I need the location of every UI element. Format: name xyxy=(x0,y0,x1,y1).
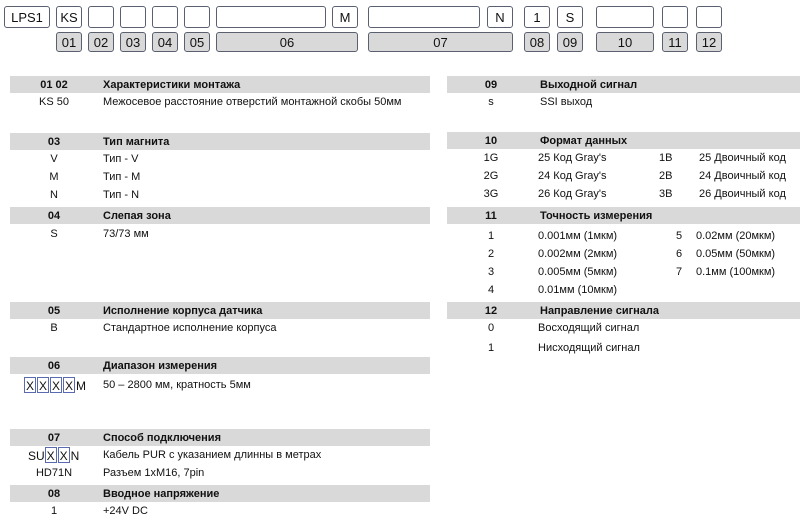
code-box-9 xyxy=(368,6,480,28)
code-suffix: N xyxy=(70,449,80,463)
pos-11: 11 xyxy=(662,32,688,52)
pos-01: 01 xyxy=(56,32,82,52)
option-desc-2: 24 Двоичный код xyxy=(699,170,786,182)
option-code: 4 xyxy=(487,284,495,296)
list-item xyxy=(10,228,440,242)
code-slot: X xyxy=(25,379,34,393)
list-item xyxy=(10,189,440,203)
option-code: 1 xyxy=(487,230,495,242)
option-code: 2G xyxy=(483,170,499,182)
option-code: S xyxy=(50,228,58,240)
code-box-5 xyxy=(152,6,178,28)
section-number: 08 xyxy=(47,487,61,500)
list-item xyxy=(447,342,800,356)
code-box-15 xyxy=(696,6,722,28)
section-07-header xyxy=(10,429,430,446)
code-box-13 xyxy=(596,6,654,28)
section-03-header xyxy=(10,133,430,150)
code-prefix: SU xyxy=(28,449,45,463)
option-code-2: 7 xyxy=(676,266,683,278)
code-box-1: LPS1 xyxy=(4,6,50,28)
option-desc: +24V DC xyxy=(103,505,148,517)
list-item xyxy=(447,230,800,244)
option-desc: 73/73 мм xyxy=(103,228,149,240)
option-code: 1G xyxy=(483,152,499,164)
option-desc: 25 Код Gray's xyxy=(538,152,607,164)
list-item xyxy=(10,377,440,395)
section-0102-header xyxy=(10,76,430,93)
section-title: Вводное напряжение xyxy=(103,487,220,500)
pos-04: 04 xyxy=(152,32,178,52)
list-item xyxy=(10,505,440,519)
option-code-2: 6 xyxy=(676,248,683,260)
option-desc: Разъем 1хM16, 7pin xyxy=(103,467,205,479)
section-05-header xyxy=(10,302,430,319)
list-item xyxy=(10,96,440,110)
option-code: V xyxy=(50,153,58,165)
option-code: 1 xyxy=(50,505,58,517)
option-code-2: 5 xyxy=(676,230,683,242)
list-item xyxy=(447,96,800,110)
option-code: N xyxy=(50,189,58,201)
section-number: 01 02 xyxy=(40,78,68,91)
pos-09: 09 xyxy=(557,32,583,52)
code-slot: X xyxy=(38,379,47,393)
pos-06: 06 xyxy=(216,32,358,52)
code-box-7 xyxy=(216,6,326,28)
section-title: Исполнение корпуса датчика xyxy=(103,304,263,317)
list-item xyxy=(447,284,800,298)
option-code: HD71N xyxy=(35,467,73,479)
connection-code xyxy=(28,447,79,463)
section-number: 09 xyxy=(484,78,498,91)
option-code: 3G xyxy=(483,188,499,200)
option-desc: Межосевое расстояние отверстий монтажной скобы 50мм xyxy=(103,96,402,108)
option-code-2: 3B xyxy=(659,188,673,200)
range-code xyxy=(24,377,86,393)
option-desc: 0.001мм (1мкм) xyxy=(538,230,618,242)
list-item xyxy=(10,467,440,481)
option-desc: Тип - N xyxy=(103,189,140,201)
list-item xyxy=(447,170,800,184)
option-code: 0 xyxy=(487,322,495,334)
code-box-14 xyxy=(662,6,688,28)
section-10-header xyxy=(447,132,800,149)
list-item xyxy=(10,153,440,167)
section-number: 10 xyxy=(484,134,498,147)
section-title: Направление сигнала xyxy=(540,304,660,317)
code-box-10: N xyxy=(487,6,513,28)
option-code: M xyxy=(49,171,59,183)
section-title: Тип магнита xyxy=(103,135,170,148)
option-code: 3 xyxy=(487,266,495,278)
code-suffix: M xyxy=(76,379,86,393)
list-item xyxy=(447,188,800,202)
option-desc: 0.005мм (5мкм) xyxy=(538,266,618,278)
section-11-header xyxy=(447,207,800,224)
pos-08: 08 xyxy=(524,32,550,52)
option-desc: 50 – 2800 мм, кратность 5мм xyxy=(103,379,251,391)
section-title: Точность измерения xyxy=(540,209,653,222)
section-number: 06 xyxy=(47,359,61,372)
section-title: Способ подключения xyxy=(103,431,221,444)
option-code: 2 xyxy=(487,248,495,260)
option-code: B xyxy=(50,322,58,334)
section-number: 05 xyxy=(47,304,61,317)
code-box-12: S xyxy=(557,6,583,28)
list-item xyxy=(10,171,440,185)
option-desc: 0.01мм (10мкм) xyxy=(538,284,618,296)
option-desc: Тип - V xyxy=(103,153,139,165)
list-item xyxy=(447,248,800,262)
section-number: 12 xyxy=(484,304,498,317)
code-slot: X xyxy=(46,449,55,463)
section-title: Формат данных xyxy=(540,134,628,147)
section-title: Выходной сигнал xyxy=(540,78,638,91)
option-code-2: 1B xyxy=(659,152,673,164)
section-number: 04 xyxy=(47,209,61,222)
list-item xyxy=(10,447,440,465)
pos-12: 12 xyxy=(696,32,722,52)
option-desc-2: 0.1мм (100мкм) xyxy=(696,266,776,278)
section-title: Характеристики монтажа xyxy=(103,78,241,91)
code-box-3 xyxy=(88,6,114,28)
option-desc: 0.002мм (2мкм) xyxy=(538,248,618,260)
code-slot: X xyxy=(64,379,73,393)
option-code-2: 2B xyxy=(659,170,673,182)
list-item xyxy=(447,152,800,166)
section-title: Диапазон измерения xyxy=(103,359,218,372)
option-desc-2: 0.05мм (50мкм) xyxy=(696,248,776,260)
option-desc: Тип - M xyxy=(103,171,141,183)
option-desc-2: 25 Двоичный код xyxy=(699,152,786,164)
section-number: 07 xyxy=(47,431,61,444)
section-number: 03 xyxy=(47,135,61,148)
option-desc-2: 0.02мм (20мкм) xyxy=(696,230,776,242)
option-desc-2: 26 Двоичный код xyxy=(699,188,786,200)
section-04-header xyxy=(10,207,430,224)
section-12-header xyxy=(447,302,800,319)
section-06-header xyxy=(10,357,430,374)
pos-05: 05 xyxy=(184,32,210,52)
pos-02: 02 xyxy=(88,32,114,52)
pos-03: 03 xyxy=(120,32,146,52)
option-desc: Восходящий сигнал xyxy=(538,322,640,334)
section-08-header xyxy=(10,485,430,502)
option-desc: Стандартное исполнение корпуса xyxy=(103,322,277,334)
option-code: KS 50 xyxy=(39,96,69,108)
code-slot: X xyxy=(51,379,60,393)
code-box-11: 1 xyxy=(524,6,550,28)
code-slot: X xyxy=(59,449,68,463)
list-item xyxy=(447,266,800,280)
section-number: 11 xyxy=(485,209,497,222)
code-box-8: M xyxy=(332,6,358,28)
pos-07: 07 xyxy=(368,32,513,52)
section-title: Слепая зона xyxy=(103,209,171,222)
option-desc: SSI выход xyxy=(540,96,593,108)
list-item xyxy=(10,322,440,336)
code-box-2: KS xyxy=(56,6,82,28)
option-code: 1 xyxy=(487,342,495,354)
code-box-4 xyxy=(120,6,146,28)
option-code: s xyxy=(488,96,494,108)
option-desc: Кабель PUR с указанием длинны в метрах xyxy=(103,449,322,461)
option-desc: 26 Код Gray's xyxy=(538,188,607,200)
list-item xyxy=(447,322,800,336)
option-desc: 24 Код Gray's xyxy=(538,170,607,182)
pos-10: 10 xyxy=(596,32,654,52)
code-box-6 xyxy=(184,6,210,28)
section-09-header xyxy=(447,76,800,93)
option-desc: Нисходящий сигнал xyxy=(538,342,640,354)
